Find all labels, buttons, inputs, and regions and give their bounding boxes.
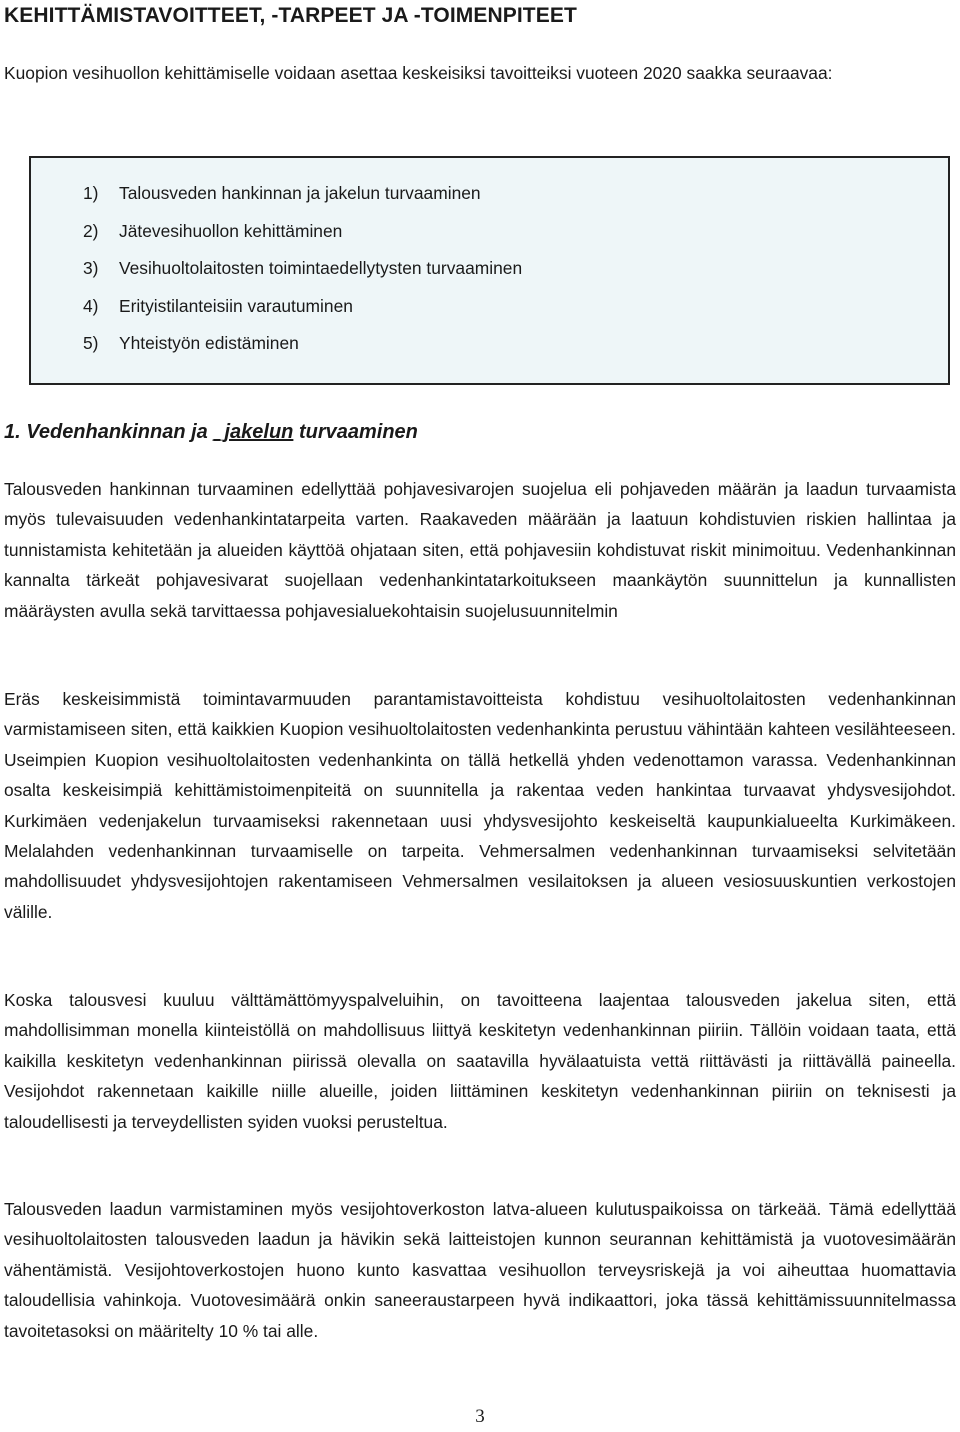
body-paragraph: Eräs keskeisimmistä toimintavarmuuden parantamistavoitteista kohdistuu vesihuoltolaitosten vedenhankinnan varmistamiseen siten, että kaikkien Kuopion vesihuoltolaitosten vedenhankinta perustuu vähintään kahteen vesilähteeseen. Useimpien Kuopion vesihuoltolaitosten vedenhankinta on tällä hetkellä yhden vedenottamon varassa. Vedenhankinnan osalta keskeisimpiä kehittämistoimenpiteitä on suunnitella ja rakentaa veden hankintaa turvaavat yhdysvesijohdot. Kurkimäen vedenjakelun turvaamiseksi rakennetaan uusi yhdysvesijohto keskeiseltä kaupunkialueelta Kurkimäkeen. Melalahden vedenhankinnan turvaamiselle on tarpeita. Vehmersalmen vedenhankinnan turvaamiseksi selvitetään mahdollisuudet yhdysvesijohtojen rakentamiseen Vehmersalmen vesilaitoksen ja alueen vesiosuuskuntien verkostojen välille. bbox=[4, 689, 956, 922]
goal-number: 5) bbox=[83, 333, 99, 353]
goal-number: 1) bbox=[83, 183, 99, 203]
goal-number: 4) bbox=[83, 295, 99, 316]
goal-item bbox=[83, 213, 522, 251]
goal-text: Yhteistyön edistäminen bbox=[119, 333, 299, 353]
goal-number: 2) bbox=[83, 220, 99, 241]
body-paragraph: Talousveden laadun varmistaminen myös vesijohtoverkoston latva-alueen kulutuspaikoissa on tärkeää. Tämä edellyttää vesihuoltolaitosten talousveden laadun ja hävikin sekä laitteistojen kunnon seurannan kehittämistä ja vuotovesimäärän vähentämistä. Vesijohtoverkostojen huono kunto kasvattaa vesihuollon terveysriskejä ja voi aiheuttaa huomattavia taloudellisia vahinkoja. Vuotovesimäärä onkin saneeraustarpeen hyvä indikaattori, joka tässä kehittämissuunnitelmassa tavoitetasoksi on määritelty 10 % tai alle. bbox=[4, 1199, 956, 1341]
goal-text: Vesihuoltolaitosten toimintaedellytysten turvaaminen bbox=[119, 258, 523, 278]
document-page bbox=[4, 0, 956, 1432]
section-heading-rest: turvaaminen bbox=[293, 421, 418, 443]
goal-item bbox=[83, 250, 522, 288]
body-paragraph: Talousveden hankinnan turvaaminen edellyttää pohjavesivarojen suojelua eli pohjaveden määrän ja laadun turvaamista myös tulevaisuuden vedenhankintatarpeita varten. Raakaveden määrään ja laatuun kohdistuvien riskien hallintaa ja tunnistamista kehitetään ja alueiden käyttöä ohjataan siten, että pohjavesiin kohdistuvat riskit minimoituu. Vedenhankinnan kannalta tärkeät pohjavesivarat suojellaan vedenhankintatarkoitukseen maankäytön suunnittelun ja kunnallisten määräysten avulla sekä tarvittaessa pohjavesialuekohtaisin suojelusuunnitelmin bbox=[4, 479, 956, 621]
goal-text: Jätevesihuollon kehittäminen bbox=[119, 220, 343, 241]
intro-paragraph: Kuopion vesihuollon kehittämiselle voidaan asettaa keskeisiksi tavoitteiksi vuoteen 2020 saakka seuraavaa: bbox=[4, 63, 833, 83]
goal-text: Erityistilanteisiin varautuminen bbox=[119, 295, 353, 316]
section-number: 1. bbox=[4, 421, 21, 443]
goal-item bbox=[83, 288, 522, 326]
goals-list bbox=[83, 175, 522, 363]
section-heading-underlined: _jakelun bbox=[213, 421, 294, 443]
goal-item bbox=[83, 325, 522, 363]
document-title: KEHITTÄMISTAVOITTEET, -TARPEET JA -TOIMENPITEET bbox=[4, 4, 577, 27]
section-heading-text: Vedenhankinnan ja bbox=[26, 421, 214, 443]
page-number: 3 bbox=[475, 1406, 485, 1427]
goal-text: Talousveden hankinnan ja jakelun turvaaminen bbox=[119, 183, 481, 203]
goal-number: 3) bbox=[83, 258, 99, 278]
goals-box bbox=[29, 156, 950, 385]
section-heading bbox=[4, 421, 418, 444]
body-paragraph: Koska talousvesi kuuluu välttämättömyyspalveluihin, on tavoitteena laajentaa talousveden jakelua siten, että mahdollisimman monella kiinteistöllä on mahdollisuus liittyä keskitetyn vedenhankinnan piiriin. Tällöin voidaan taata, että kaikilla keskitetyn vedenhankinnan piirissä olevalla on saatavilla hyvälaatuista vettä riittävästi ja riittävällä paineella. Vesijohdot rakennetaan kaikille niille alueille, joiden liittäminen keskitetyn vedenhankinnan piiriin on teknisesti ja taloudellisesti ja terveydellisten syiden vuoksi perusteltua. bbox=[4, 990, 956, 1132]
goal-item bbox=[83, 175, 522, 213]
